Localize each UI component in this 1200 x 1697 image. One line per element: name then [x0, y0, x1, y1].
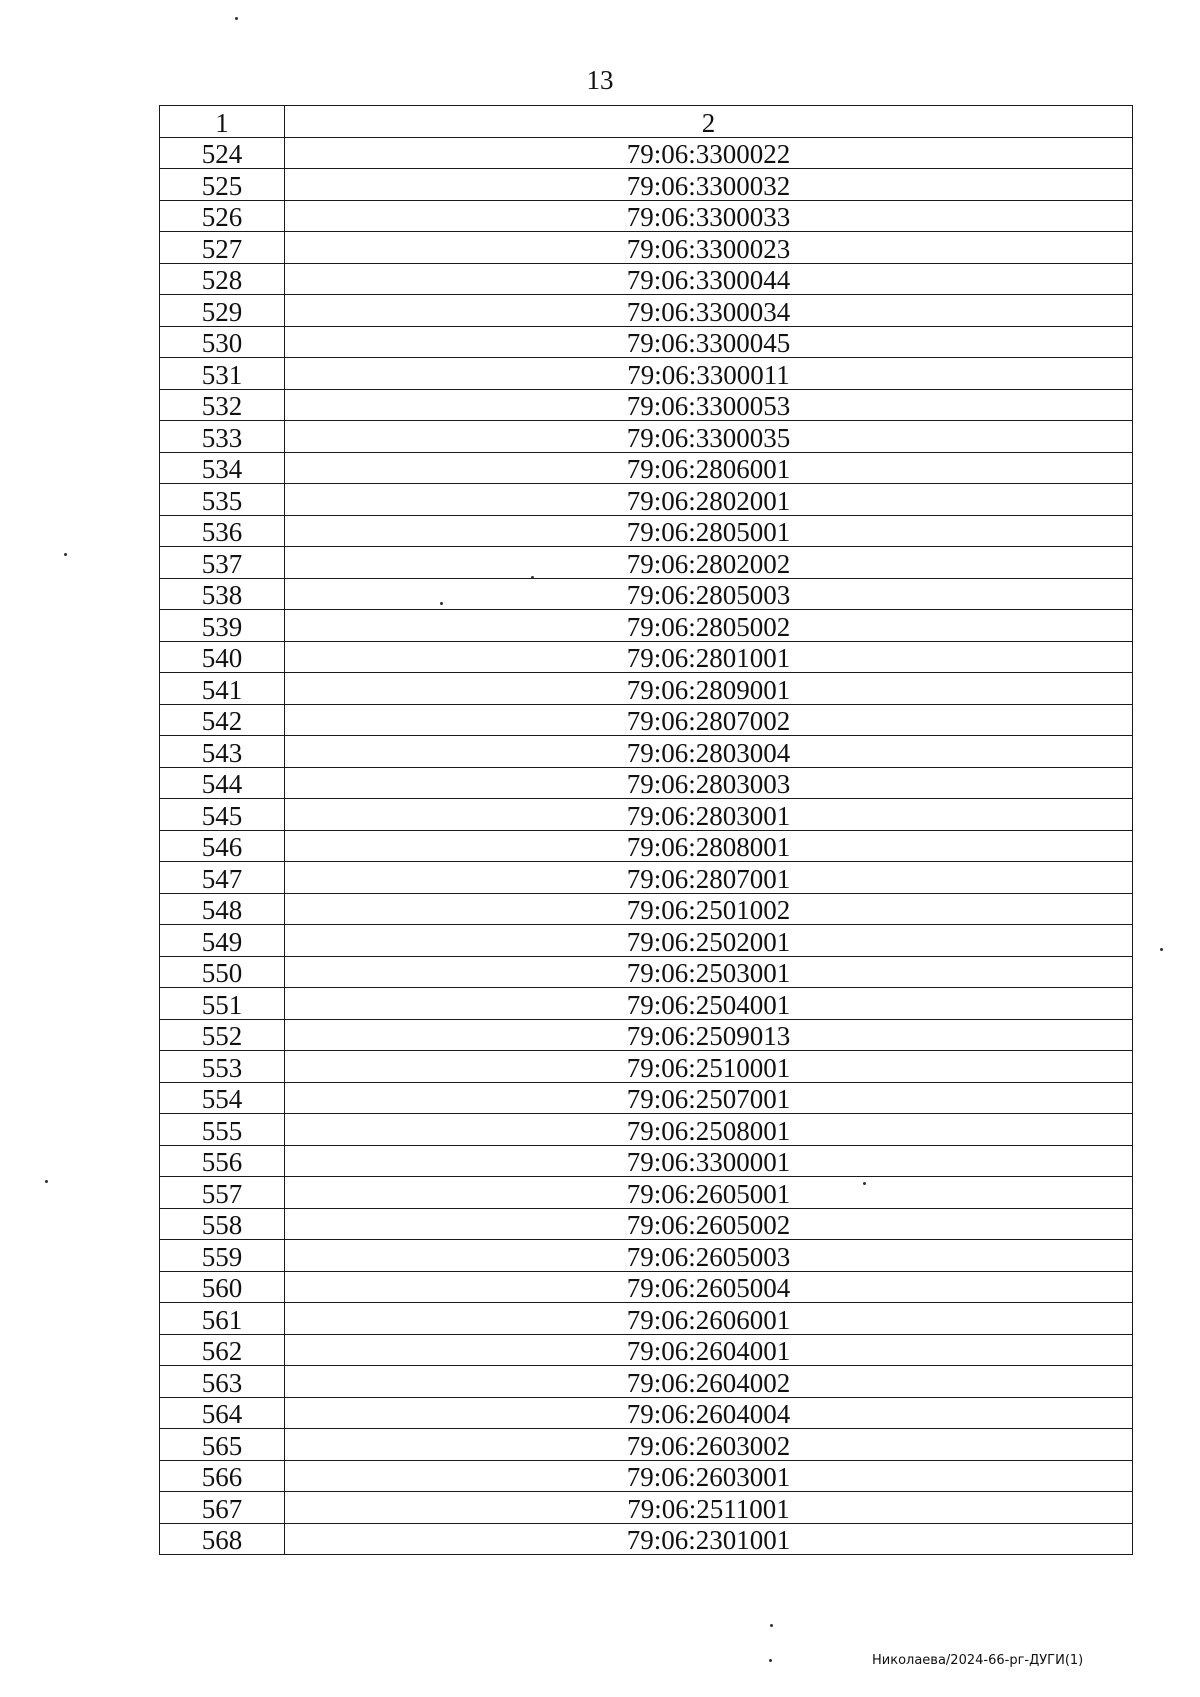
table-row	[160, 1082, 1133, 1114]
scan-speck	[531, 576, 534, 579]
table-row	[160, 137, 1133, 169]
cadastral-number-cell: 79:06:2805002	[285, 610, 1133, 642]
cadastral-number-cell: 79:06:2301001	[285, 1523, 1133, 1555]
cadastral-number-cell: 79:06:2803004	[285, 736, 1133, 768]
row-number-cell: 554	[160, 1082, 285, 1114]
row-number-cell: 546	[160, 830, 285, 862]
table-row	[160, 767, 1133, 799]
row-number-cell: 540	[160, 641, 285, 673]
row-number-cell: 533	[160, 421, 285, 453]
table-body	[160, 137, 1133, 1555]
scan-speck	[440, 602, 443, 605]
row-number-cell: 534	[160, 452, 285, 484]
row-number-cell: 543	[160, 736, 285, 768]
row-number-cell: 531	[160, 358, 285, 390]
table-row	[160, 736, 1133, 768]
table-row	[160, 1271, 1133, 1303]
scan-speck	[1160, 948, 1163, 951]
cadastral-number-cell: 79:06:2605002	[285, 1208, 1133, 1240]
row-number-cell: 558	[160, 1208, 285, 1240]
row-number-cell: 568	[160, 1523, 285, 1555]
table-row	[160, 295, 1133, 327]
row-number-cell: 556	[160, 1145, 285, 1177]
row-number-cell: 537	[160, 547, 285, 579]
table-row	[160, 1051, 1133, 1083]
table-row	[160, 673, 1133, 705]
table-row	[160, 799, 1133, 831]
row-number-cell: 545	[160, 799, 285, 831]
table-row	[160, 169, 1133, 201]
table-header-row	[160, 106, 1133, 138]
row-number-cell: 535	[160, 484, 285, 516]
table-row	[160, 1429, 1133, 1461]
cadastral-table	[159, 105, 1133, 1555]
row-number-cell: 555	[160, 1114, 285, 1146]
cadastral-number-cell: 79:06:2805003	[285, 578, 1133, 610]
row-number-cell: 563	[160, 1366, 285, 1398]
row-number-cell: 560	[160, 1271, 285, 1303]
row-number-cell: 539	[160, 610, 285, 642]
cadastral-number-cell: 79:06:2803003	[285, 767, 1133, 799]
row-number-cell: 565	[160, 1429, 285, 1461]
cadastral-number-cell: 79:06:2606001	[285, 1303, 1133, 1335]
page-number: 13	[586, 65, 614, 95]
cadastral-number-cell: 79:06:2803001	[285, 799, 1133, 831]
table-row	[160, 263, 1133, 295]
cadastral-number-cell: 79:06:2604001	[285, 1334, 1133, 1366]
cadastral-number-cell: 79:06:2802002	[285, 547, 1133, 579]
table-row	[160, 1460, 1133, 1492]
row-number-cell: 547	[160, 862, 285, 894]
cadastral-number-cell: 79:06:3300032	[285, 169, 1133, 201]
table-row	[160, 1523, 1133, 1555]
table-row	[160, 1240, 1133, 1272]
cadastral-number-cell: 79:06:2806001	[285, 452, 1133, 484]
table-row	[160, 1303, 1133, 1335]
cadastral-number-cell: 79:06:2509013	[285, 1019, 1133, 1051]
row-number-cell: 564	[160, 1397, 285, 1429]
scan-speck	[45, 1180, 48, 1183]
table-row	[160, 1492, 1133, 1524]
row-number-cell: 566	[160, 1460, 285, 1492]
table-row	[160, 641, 1133, 673]
scan-speck	[769, 1659, 772, 1662]
cadastral-number-cell: 79:06:2504001	[285, 988, 1133, 1020]
table-row	[160, 925, 1133, 957]
row-number-cell: 550	[160, 956, 285, 988]
row-number-cell: 553	[160, 1051, 285, 1083]
row-number-cell: 524	[160, 137, 285, 169]
row-number-cell: 549	[160, 925, 285, 957]
table-row	[160, 515, 1133, 547]
table-header	[160, 106, 1133, 138]
table-row	[160, 358, 1133, 390]
row-number-cell: 561	[160, 1303, 285, 1335]
footer-note: Николаева/2024-66-рг-ДУГИ(1)	[872, 1653, 1084, 1668]
cadastral-number-cell: 79:06:3300001	[285, 1145, 1133, 1177]
table-row	[160, 830, 1133, 862]
row-number-cell: 527	[160, 232, 285, 264]
table-row	[160, 200, 1133, 232]
row-number-cell: 542	[160, 704, 285, 736]
row-number-cell: 528	[160, 263, 285, 295]
row-number-cell: 544	[160, 767, 285, 799]
table-row	[160, 1208, 1133, 1240]
cadastral-number-cell: 79:06:3300044	[285, 263, 1133, 295]
row-number-cell: 525	[160, 169, 285, 201]
row-number-cell: 557	[160, 1177, 285, 1209]
row-number-cell: 530	[160, 326, 285, 358]
row-number-cell: 532	[160, 389, 285, 421]
row-number-cell: 552	[160, 1019, 285, 1051]
row-number-cell: 536	[160, 515, 285, 547]
row-number-cell: 538	[160, 578, 285, 610]
table-row	[160, 1397, 1133, 1429]
cadastral-number-cell: 79:06:2510001	[285, 1051, 1133, 1083]
table-row	[160, 484, 1133, 516]
table-row	[160, 421, 1133, 453]
table-row	[160, 389, 1133, 421]
cadastral-number-cell: 79:06:3300022	[285, 137, 1133, 169]
table-row	[160, 1177, 1133, 1209]
cadastral-number-cell: 79:06:2503001	[285, 956, 1133, 988]
table-row	[160, 452, 1133, 484]
table-row	[160, 1145, 1133, 1177]
cadastral-number-cell: 79:06:2501002	[285, 893, 1133, 925]
cadastral-number-cell: 79:06:3300033	[285, 200, 1133, 232]
table-row	[160, 578, 1133, 610]
cadastral-number-cell: 79:06:3300023	[285, 232, 1133, 264]
table-row	[160, 547, 1133, 579]
cadastral-number-cell: 79:06:2507001	[285, 1082, 1133, 1114]
cadastral-number-cell: 79:06:2801001	[285, 641, 1133, 673]
row-number-cell: 526	[160, 200, 285, 232]
cadastral-number-cell: 79:06:2605003	[285, 1240, 1133, 1272]
table-row	[160, 704, 1133, 736]
row-number-cell: 529	[160, 295, 285, 327]
table-row	[160, 1366, 1133, 1398]
cadastral-number-cell: 79:06:2809001	[285, 673, 1133, 705]
table-row	[160, 1114, 1133, 1146]
cadastral-number-cell: 79:06:2508001	[285, 1114, 1133, 1146]
cadastral-number-cell: 79:06:2605001	[285, 1177, 1133, 1209]
table-row	[160, 988, 1133, 1020]
table-row	[160, 1019, 1133, 1051]
cadastral-number-cell: 79:06:2604002	[285, 1366, 1133, 1398]
row-number-cell: 551	[160, 988, 285, 1020]
cadastral-number-cell: 79:06:2604004	[285, 1397, 1133, 1429]
cadastral-number-cell: 79:06:3300035	[285, 421, 1133, 453]
cadastral-number-cell: 79:06:3300011	[285, 358, 1133, 390]
cadastral-number-cell: 79:06:2807001	[285, 862, 1133, 894]
table-row	[160, 326, 1133, 358]
column-header-number: 1	[160, 106, 285, 138]
cadastral-number-cell: 79:06:2807002	[285, 704, 1133, 736]
cadastral-number-cell: 79:06:2603001	[285, 1460, 1133, 1492]
scan-speck	[863, 1182, 866, 1185]
row-number-cell: 548	[160, 893, 285, 925]
table-row	[160, 956, 1133, 988]
cadastral-number-cell: 79:06:3300053	[285, 389, 1133, 421]
cadastral-number-cell: 79:06:3300034	[285, 295, 1133, 327]
cadastral-number-cell: 79:06:2511001	[285, 1492, 1133, 1524]
cadastral-number-cell: 79:06:2808001	[285, 830, 1133, 862]
row-number-cell: 541	[160, 673, 285, 705]
table-row	[160, 232, 1133, 264]
cadastral-number-cell: 79:06:2802001	[285, 484, 1133, 516]
cadastral-number-cell: 79:06:3300045	[285, 326, 1133, 358]
cadastral-number-cell: 79:06:2805001	[285, 515, 1133, 547]
row-number-cell: 559	[160, 1240, 285, 1272]
row-number-cell: 562	[160, 1334, 285, 1366]
table-row	[160, 1334, 1133, 1366]
cadastral-number-cell: 79:06:2502001	[285, 925, 1133, 957]
scan-speck	[235, 17, 238, 20]
scan-speck	[64, 553, 67, 556]
table-row	[160, 893, 1133, 925]
cadastral-number-cell: 79:06:2605004	[285, 1271, 1133, 1303]
table-row	[160, 610, 1133, 642]
scan-speck	[770, 1624, 773, 1627]
cadastral-number-cell: 79:06:2603002	[285, 1429, 1133, 1461]
table-row	[160, 862, 1133, 894]
column-header-cadastral: 2	[285, 106, 1133, 138]
row-number-cell: 567	[160, 1492, 285, 1524]
